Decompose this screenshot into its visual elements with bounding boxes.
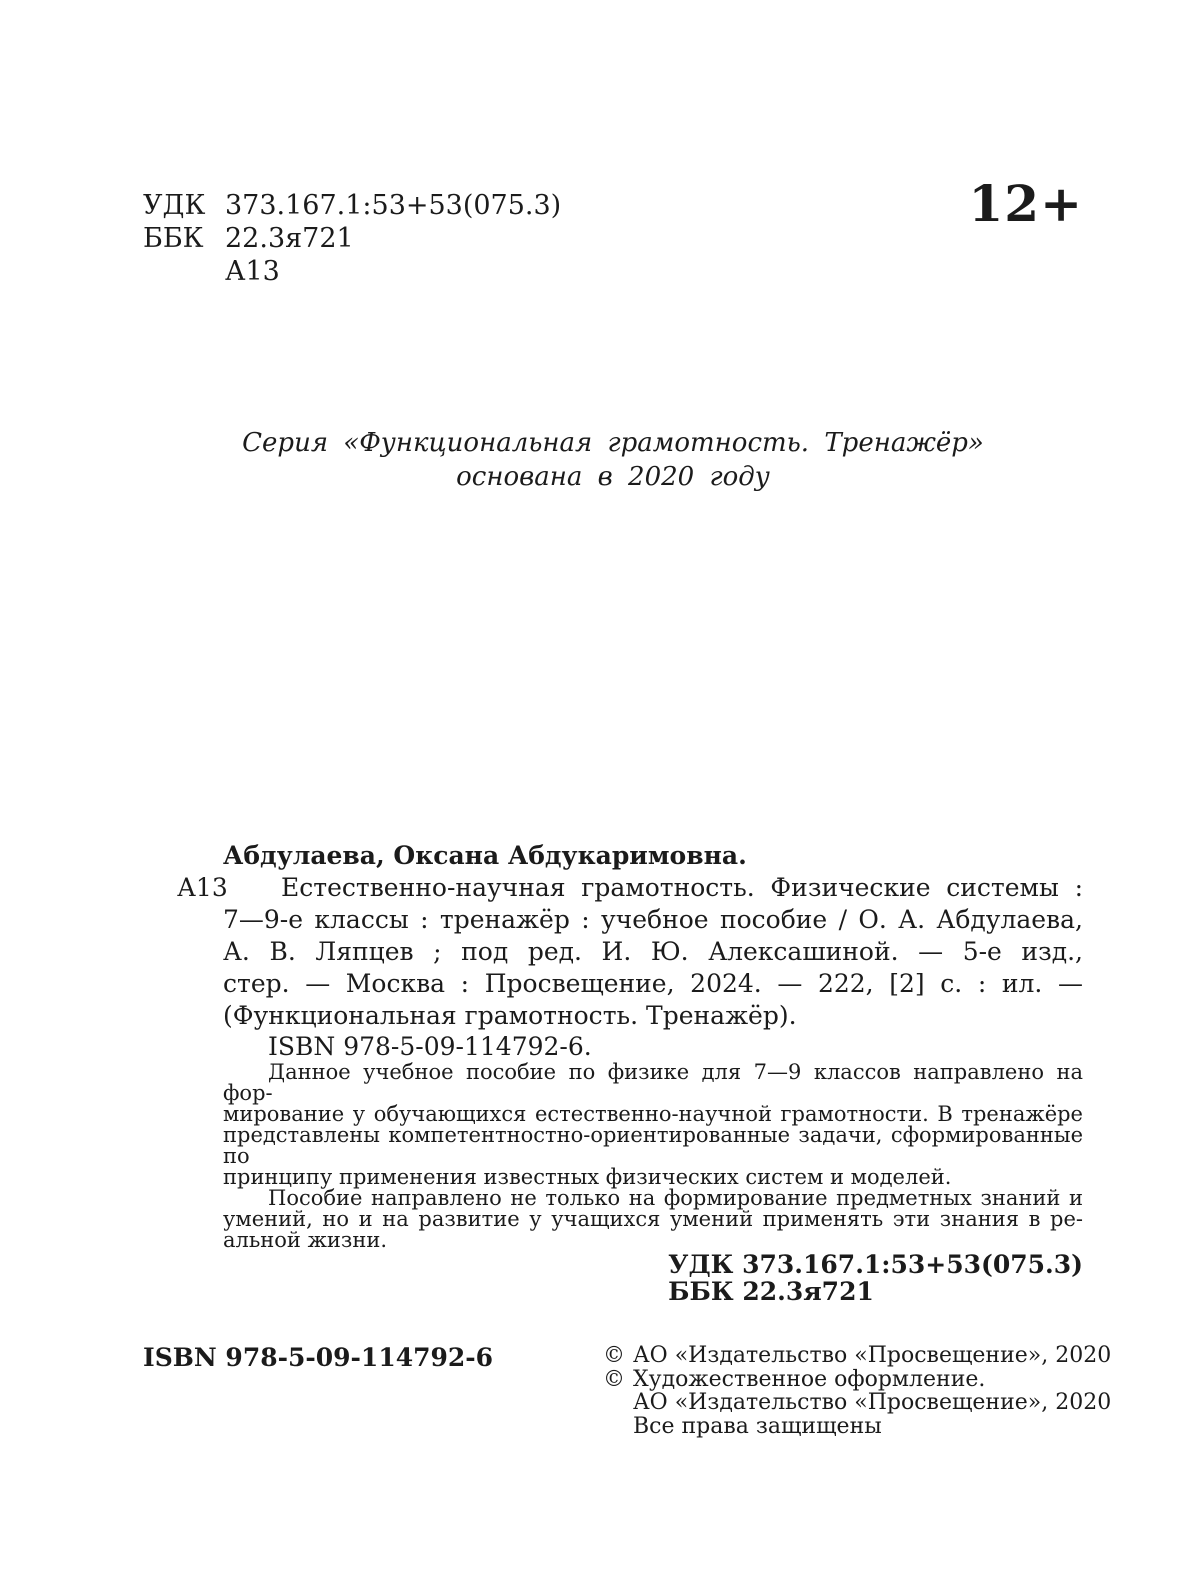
copyright-block: [603, 1344, 1111, 1438]
annotation: [143, 1062, 1083, 1251]
copyright-sign: [603, 1391, 633, 1415]
catalog-entry-code: А13: [177, 873, 228, 902]
copyright-text: АО «Издательство «Просвещение», 2020: [633, 1343, 1112, 1368]
copyright-line: [603, 1415, 1111, 1439]
age-rating-badge: 12+: [968, 174, 1083, 233]
series-note: [143, 426, 1083, 494]
annotation-line: Пособие направлено не только на формирование предметных знаний и: [268, 1186, 1083, 1210]
copyright-sign: [603, 1415, 633, 1439]
annotation-line: принципу применения известных физических систем и моделей.: [223, 1165, 952, 1189]
annotation-line: умений, но и на развитие у учащихся умений применять эти знания в ре-: [223, 1207, 1083, 1231]
udk-label: УДК: [143, 190, 206, 221]
copyright-text: АО «Издательство «Просвещение», 2020: [633, 1390, 1112, 1415]
catalog-entry-line: А. В. Ляпцев ; под ред. И. Ю. Алексашиной. — 5-е изд.,: [223, 937, 1083, 966]
copyright-line: [603, 1344, 1111, 1368]
udk-value: 373.167.1:53+53(075.3): [225, 190, 562, 221]
author-sign-spacer: [143, 255, 225, 288]
author-heading: Абдулаева, Оксана Абдукаримовна.: [223, 841, 747, 870]
author-sign: А13: [225, 256, 280, 287]
annotation-line: мирование у обучающихся естественно-научной грамотности. В тренажёре: [223, 1102, 1083, 1126]
catalog-entry-line: стер. — Москва : Просвещение, 2024. — 222, [2] с. : ил. —: [223, 969, 1083, 998]
bbk-label: ББК: [143, 223, 204, 254]
catalog-entry-line: (Функциональная грамотность. Тренажёр).: [223, 1001, 797, 1030]
annotation-line: представлены компетентностно-ориентированные задачи, сформированные по: [223, 1123, 1083, 1168]
bbk-value: 22.3я721: [225, 223, 354, 254]
annotation-line: альной жизни.: [223, 1228, 388, 1252]
bottom-bbk: ББК 22.3я721: [668, 1277, 874, 1306]
bbk-line: [143, 222, 561, 255]
copyright-text: Художественное оформление.: [633, 1366, 986, 1392]
copyright-line: [603, 1368, 1111, 1392]
bottom-udk: УДК 373.167.1:53+53(075.3): [668, 1250, 1083, 1279]
bottom-classification-codes: [668, 1251, 1083, 1305]
footer-isbn: ISBN 978-5-09-114792-6: [143, 1343, 494, 1372]
catalog-entry-line: 7—9-е классы : тренажёр : учебное пособие / О. А. Абдулаева,: [223, 905, 1083, 934]
series-line-1: Серия «Функциональная грамотность. Тренажёр»: [242, 428, 984, 458]
annotation-line: Данное учебное пособие по физике для 7—9 классов направлено на фор-: [223, 1060, 1083, 1105]
copyright-text: Все права защищены: [633, 1413, 882, 1439]
catalog-entry: [143, 872, 1083, 1062]
udk-line: [143, 189, 561, 222]
series-line-2: основана в 2020 году: [456, 462, 770, 492]
annotation-paragraph-2: [223, 1188, 1083, 1251]
copyright-sign: ©: [603, 1343, 625, 1368]
bottom-codes-wrap: [143, 1251, 1083, 1308]
copyright-sign: ©: [603, 1366, 625, 1392]
annotation-paragraph-1: [223, 1062, 1083, 1188]
copyright-line: [603, 1391, 1111, 1415]
top-classification-codes: [143, 189, 561, 288]
bibliographic-block: [143, 840, 1083, 1308]
catalog-entry-line: Естественно-научная грамотность. Физические системы :: [281, 873, 1083, 902]
author-sign-line: [143, 255, 561, 288]
catalog-entry-isbn: ISBN 978-5-09-114792-6.: [268, 1032, 592, 1061]
